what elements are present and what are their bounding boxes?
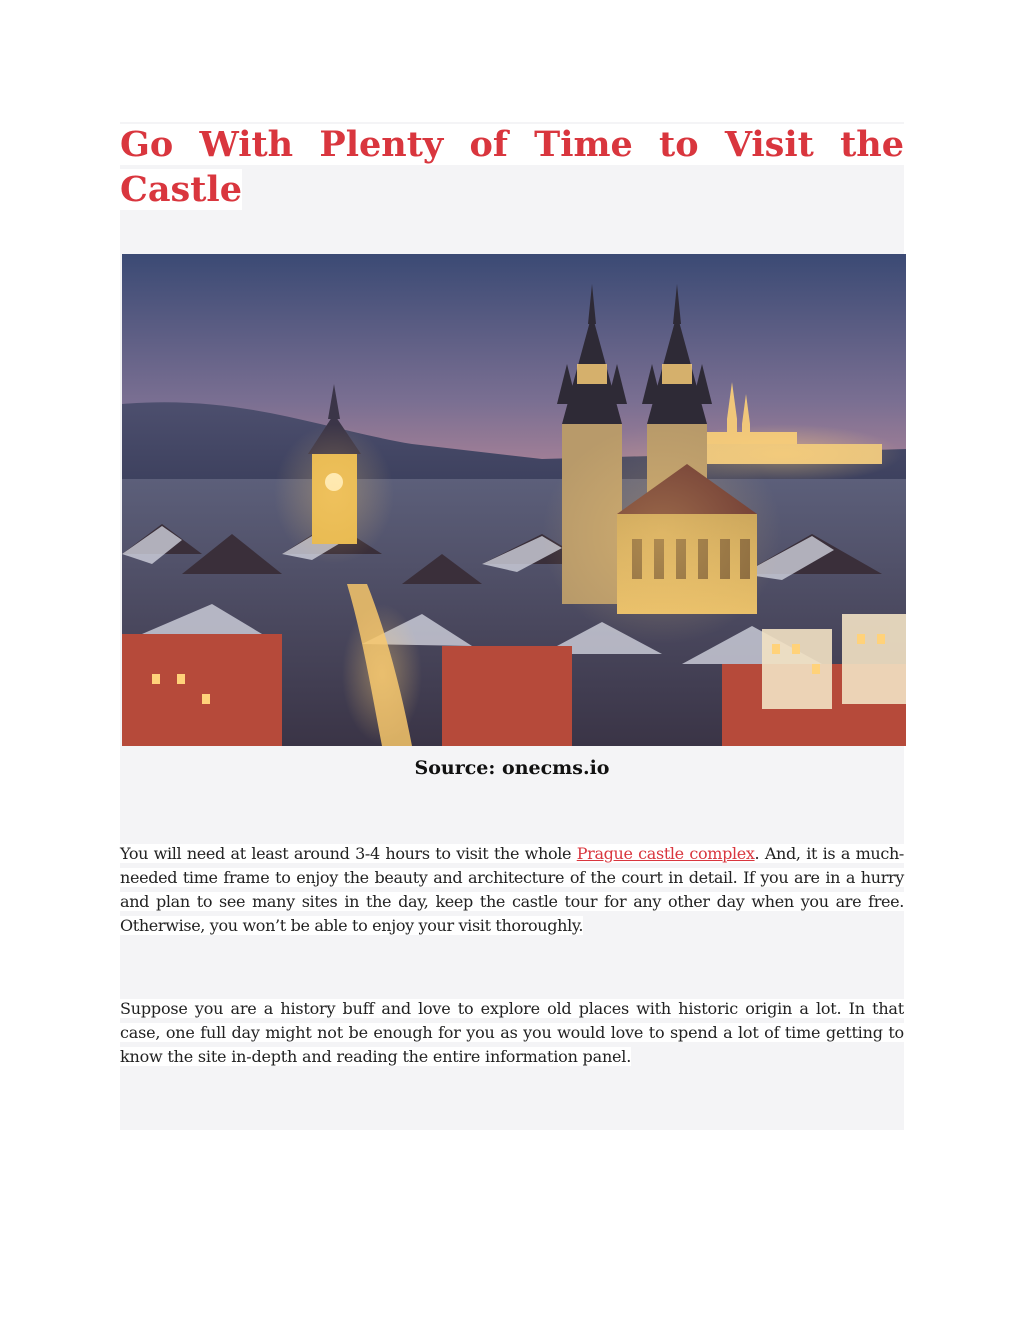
paragraph-2-text: Suppose you are a history buff and love to explore old places with historic origin a lot. In that case, one full day might not be enough for you as you would love to spend a lot of time getting to know the site in-depth and reading the entire information panel. [120, 999, 904, 1066]
paragraph-visit-duration [120, 842, 904, 938]
prague-castle-complex-link[interactable]: Prague castle complex [576, 844, 755, 863]
article-heading [120, 122, 904, 212]
image-caption: Source: onecms.io [414, 757, 610, 779]
paragraph-1-text-after-link: . And, it is a much-needed time frame to enjoy the beauty and architecture of the court in detail. If you are in a hurry and plan to see many sites in the day, keep the castle tour for any other day when you are free. Otherwise, you won’t be able to enjoy your visit thoroughly. [120, 844, 904, 935]
prague-cityscape-photo [122, 254, 906, 746]
paragraph-history-buff [120, 997, 904, 1069]
heading-text: Go With Plenty of Time to Visit the Castle [120, 124, 904, 210]
paragraph-1-text-before-link: You will need at least around 3-4 hours to visit the whole [120, 844, 577, 863]
